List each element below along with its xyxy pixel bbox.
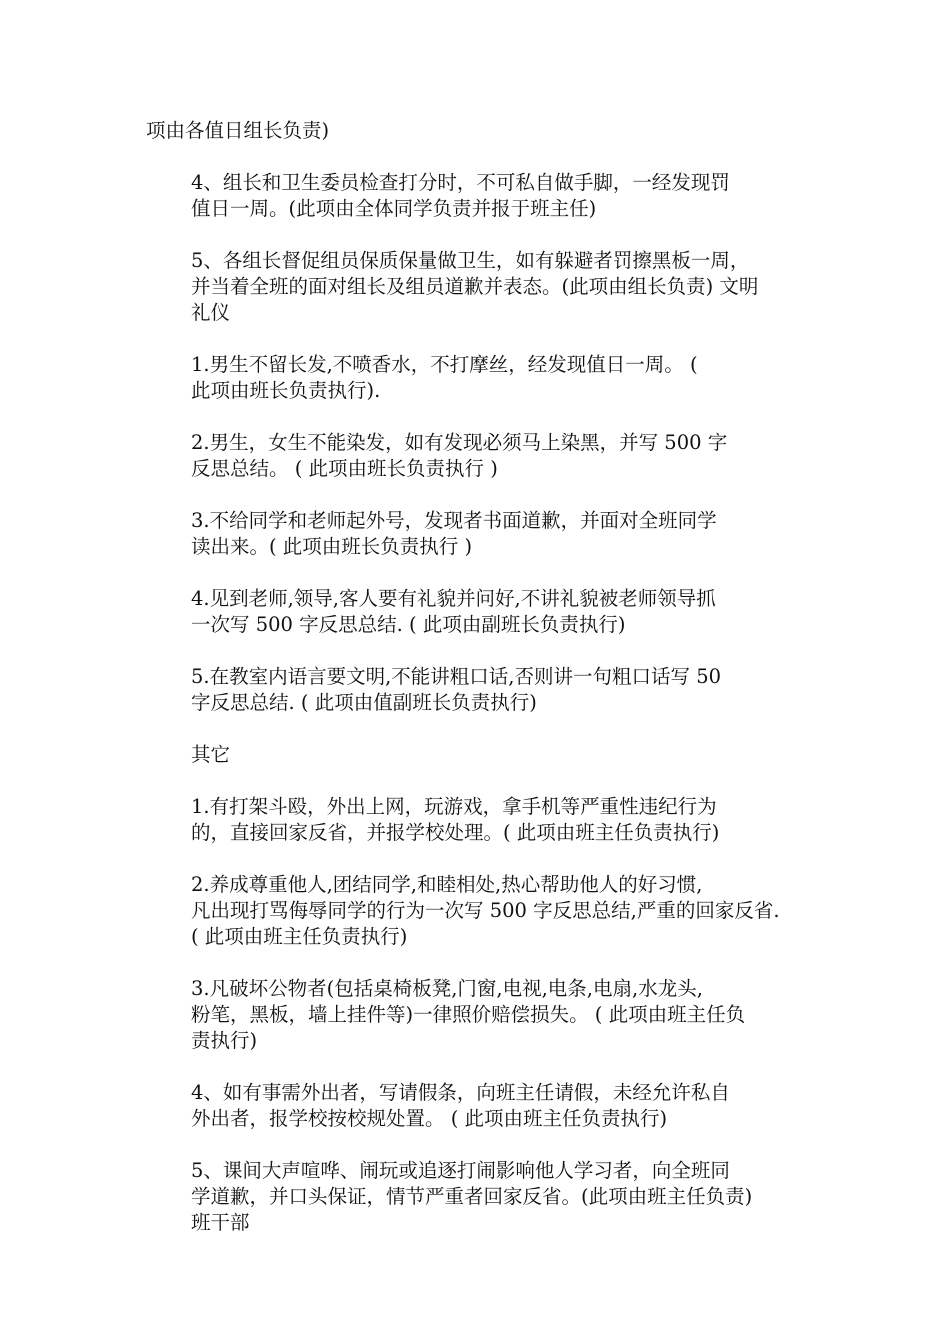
text-line: 5.在教室内语言要文明,不能讲粗口话,否则讲一句粗口话写 50	[191, 665, 722, 688]
text-line: 2.养成尊重他人,团结同学,和睦相处,热心帮助他人的好习惯,	[191, 873, 703, 896]
text-line: 并当着全班的面对组长及组员道歉并表态。(此项由组长负责) 文明	[191, 275, 759, 298]
text-line: 5、课间大声喧哗、闹玩或追逐打闹影响他人学习者，向全班同	[191, 1159, 730, 1182]
text-line: 外出者，报学校按校规处置。 ( 此项由班主任负责执行)	[191, 1107, 668, 1130]
paragraph-etiquette-rule-1	[146, 352, 818, 404]
text-line: 反思总结。 ( 此项由班长负责执行 )	[191, 457, 498, 480]
text-line: 4、如有事需外出者，写请假条，向班主任请假，未经允许私自	[191, 1081, 730, 1104]
text-line: 2.男生，女生不能染发，如有发现必须马上染黑，并写 500 字	[191, 431, 728, 454]
text-line: ( 此项由班主任负责执行)	[191, 925, 408, 948]
text-line: 凡出现打骂侮辱同学的行为一次写 500 字反思总结,严重的回家反省.	[191, 899, 780, 922]
text-line: 礼仪	[191, 301, 231, 324]
text-line: 4、组长和卫生委员检查打分时，不可私自做手脚，一经发现罚	[191, 171, 730, 194]
text-line: 值日一周。(此项由全体同学负责并报于班主任)	[191, 197, 597, 220]
text-line: 1.男生不留长发,不喷香水，不打摩丝，经发现值日一周。 (	[191, 353, 698, 376]
paragraph-other-rule-1	[146, 794, 818, 846]
paragraph-other-rule-4	[146, 1080, 818, 1132]
section-heading-other	[146, 742, 818, 768]
text-line: 班干部	[191, 1211, 250, 1234]
paragraph-other-rule-3	[146, 976, 818, 1054]
text-line: 3.不给同学和老师起外号，发现者书面道歉，并面对全班同学	[191, 509, 717, 532]
document-body	[146, 118, 818, 1262]
text-line: 项由各值日组长负责)	[146, 119, 330, 142]
text-line: 1.有打架斗殴，外出上网，玩游戏，拿手机等严重性违纪行为	[191, 795, 717, 818]
paragraph-etiquette-rule-5	[146, 664, 818, 716]
text-line: 5、各组长督促组员保质保量做卫生，如有躲避者罚擦黑板一周，	[191, 249, 750, 272]
paragraph-etiquette-rule-3	[146, 508, 818, 560]
text-line: 一次写 500 字反思总结. ( 此项由副班长负责执行)	[191, 613, 626, 636]
text-line: 责执行)	[191, 1029, 258, 1052]
text-line: 读出来。( 此项由班长负责执行 )	[191, 535, 473, 558]
paragraph-etiquette-rule-4	[146, 586, 818, 638]
text-line: 其它	[191, 743, 231, 766]
text-line: 学道歉，并口头保证，情节严重者回家反省。(此项由班主任负责)	[191, 1185, 753, 1208]
paragraph-other-rule-2	[146, 872, 818, 950]
text-line: 4.见到老师,领导,客人要有礼貌并问好,不讲礼貌被老师领导抓	[191, 587, 716, 610]
text-line: 此项由班长负责执行).	[191, 379, 381, 402]
text-line: 粉笔，黑板，墙上挂件等)一律照价赔偿损失。 ( 此项由班主任负	[191, 1003, 746, 1026]
text-line: 的，直接回家反省，并报学校处理。( 此项由班主任负责执行)	[191, 821, 720, 844]
paragraph-etiquette-rule-2	[146, 430, 818, 482]
paragraph-other-rule-5	[146, 1158, 818, 1236]
text-line: 字反思总结. ( 此项由值副班长负责执行)	[191, 691, 537, 714]
paragraph-hygiene-rule-5	[146, 248, 818, 326]
text-line: 3.凡破坏公物者(包括桌椅板凳,门窗,电视,电条,电扇,水龙头,	[191, 977, 703, 1000]
paragraph-hygiene-rule-4	[146, 170, 818, 222]
paragraph-continuation	[146, 118, 818, 144]
